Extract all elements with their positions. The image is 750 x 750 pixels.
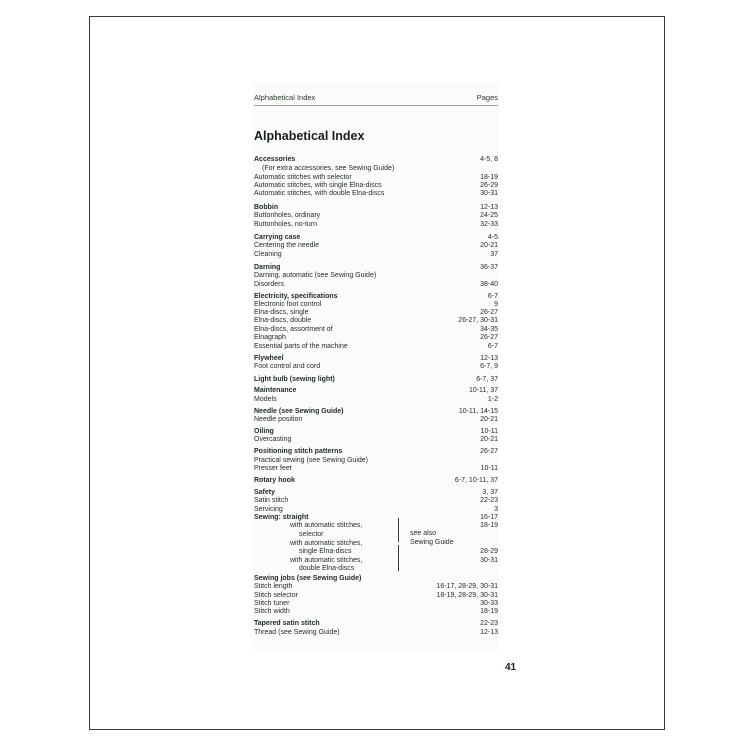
index-entry-term: Buttonholes, ordinary — [254, 212, 321, 219]
index-entry-term: selector — [299, 531, 324, 538]
index-entry-term: Maintenance — [254, 387, 297, 394]
index-entry — [254, 582, 498, 591]
index-entry-term: Stitch tuner — [254, 600, 290, 607]
index-entry-term: Sewing: straight — [254, 514, 309, 521]
index-entry-term: Rotary hook — [254, 477, 295, 484]
index-entry-term: Servicing — [254, 506, 283, 513]
index-entry-pages: 26-29 — [480, 182, 498, 189]
index-entry — [254, 211, 498, 220]
index-entry — [254, 241, 498, 250]
index-entry — [254, 155, 498, 164]
index-entry — [254, 464, 498, 473]
index-entry-term: Stitch length — [254, 583, 293, 590]
index-entry-term: Automatic stitches, with single Elna-discs — [254, 182, 382, 189]
index-entry-pages: 26-27 — [480, 448, 498, 455]
index-entry-term: Elna-discs, single — [254, 309, 309, 316]
index-entry-term: Automatic stitches with selector — [254, 174, 352, 181]
see-also-note — [410, 529, 490, 547]
index-entry-pages: 30-33 — [480, 600, 498, 607]
index-entry-pages: 22-23 — [480, 620, 498, 627]
index-entry — [254, 362, 498, 371]
index-entry-term: Stitch width — [254, 608, 290, 615]
index-entry-pages: 3 — [494, 506, 498, 513]
index-entry-term: Sewing jobs (see Sewing Guide) — [254, 575, 362, 582]
index-entry-term: Practical sewing (see Sewing Guide) — [254, 457, 368, 464]
see-also-line: see also — [410, 530, 437, 537]
index-entry-pages: 16-17, 28-29, 30-31 — [436, 583, 498, 590]
index-entry-term: Accessories — [254, 156, 296, 163]
index-entry-pages: 9 — [494, 301, 498, 308]
index-entry-pages: 10-11, 37 — [468, 387, 498, 394]
running-header-pages: Pages — [476, 93, 498, 102]
index-entry — [254, 342, 498, 351]
index-entry-term: Automatic stitches, with double Elna-discs — [254, 190, 385, 197]
index-entry-term: Centering the needle — [254, 242, 319, 249]
index-entry-term: Electricity, specifications — [254, 293, 338, 300]
index-entry-pages: 12-13 — [480, 204, 498, 211]
index-entry-term: Elna-discs, double — [254, 317, 312, 324]
index-entry-pages: 22-23 — [480, 497, 498, 504]
index-entry-term: Thread (see Sewing Guide) — [254, 629, 340, 636]
index-entry-term: with automatic stitches, — [290, 540, 363, 547]
index-entry-term: (For extra accessories, see Sewing Guide) — [262, 165, 395, 172]
index-entry-term: Darning — [254, 264, 281, 271]
index-entry — [254, 447, 498, 456]
index-entry-term: with automatic stitches, — [290, 557, 363, 564]
index-entry-pages: 6-7, 37 — [476, 376, 498, 383]
index-entry — [254, 435, 498, 444]
index-entry-pages: 26-27 — [480, 334, 498, 341]
index-entry-pages: 6-7, 10-11, 37 — [454, 477, 498, 484]
index-entry-term: Models — [254, 396, 277, 403]
index-entry-term: Needle position — [254, 416, 303, 423]
index-entry-pages: 18-19 — [480, 522, 498, 529]
index-entry-term: Positioning stitch patterns — [254, 448, 343, 455]
index-entry-pages: 20-21 — [480, 416, 498, 423]
index-entry-pages: 30-31 — [480, 557, 498, 564]
index-entry-pages: 12-13 — [480, 355, 498, 362]
index-entry-term: Darning, automatic (see Sewing Guide) — [254, 272, 377, 279]
index-entry-pages: 37 — [490, 251, 498, 258]
index-entry-term: with automatic stitches, — [290, 522, 363, 529]
index-entry-pages: 10-11, 14-15 — [458, 408, 498, 415]
index-entry-term: Disorders — [254, 281, 284, 288]
index-entry-term: Tapered satin stitch — [254, 620, 320, 627]
see-also-bracket — [398, 518, 399, 542]
index-entry — [254, 547, 498, 556]
index-entry-term: Elnagraph — [254, 334, 286, 341]
index-entry-pages: 18-19 — [480, 608, 498, 615]
index-entry — [254, 250, 498, 259]
index-entry-pages: 26-27, 30-31 — [458, 317, 498, 324]
index-entry — [254, 564, 498, 573]
index-entry-term: Elna-discs, assortment of — [254, 326, 333, 333]
index-entry — [254, 395, 498, 404]
index-entry-term: Safety — [254, 489, 276, 496]
index-entry-term: single Elna-discs — [299, 548, 352, 555]
index-entry-pages: 26-27 — [480, 309, 498, 316]
index-entry — [254, 164, 498, 173]
index-entry-pages: 4-5 — [487, 234, 498, 241]
index-entry-pages: 20-21 — [480, 436, 498, 443]
index-entry — [254, 220, 498, 229]
index-entry-term: Bobbin — [254, 204, 279, 211]
index-entry — [254, 628, 498, 637]
index-entry — [254, 375, 498, 384]
see-also-bracket — [398, 545, 399, 571]
index-entry-pages: 18-19 — [480, 174, 498, 181]
index-entry-pages: 12-13 — [480, 629, 498, 636]
index-entry-pages: 38-40 — [480, 281, 498, 288]
index-entry-term: Flywheel — [254, 355, 284, 362]
index-entry-pages: 32-33 — [480, 221, 498, 228]
index-entry-pages: 6-7 — [487, 293, 498, 300]
index-entry-term: Stitch selector — [254, 592, 298, 599]
index-entry-pages: 10-11 — [480, 465, 498, 472]
index-entry-pages: 16-17 — [480, 514, 498, 521]
index-entry-pages: 24-25 — [480, 212, 498, 219]
index-entry-term: Light bulb (sewing light) — [254, 376, 335, 383]
index-entry — [254, 607, 498, 616]
index-entry-pages: 34-35 — [480, 326, 498, 333]
index-entry-pages: 3, 37 — [482, 489, 498, 496]
index-entry-pages: 36-37 — [480, 264, 498, 271]
index-entry-term: double Elna-discs — [299, 565, 355, 572]
index-entry-term: Satin stitch — [254, 497, 289, 504]
index-entry — [254, 415, 498, 424]
see-also-line: Sewing Guide — [410, 539, 454, 546]
index-entry-pages: 6-7 — [487, 343, 498, 350]
index-entry-term: Needle (see Sewing Guide) — [254, 408, 344, 415]
running-header-title: Alphabetical Index — [254, 93, 316, 102]
index-entry-pages: 1-2 — [487, 396, 498, 403]
index-entry — [254, 316, 498, 325]
index-entry-pages: 10-11 — [480, 428, 498, 435]
index-entry — [254, 619, 498, 628]
index-entry-pages: 4-5, 8 — [480, 156, 498, 163]
index-entry-term: Oiling — [254, 428, 274, 435]
index-entry-term: Buttonholes, no-turn — [254, 221, 318, 228]
page-title: Alphabetical Index — [254, 129, 365, 143]
index-entry — [254, 189, 498, 198]
index-entry-term: Foot control and cord — [254, 363, 321, 370]
index-entry-term: Essential parts of the machine — [254, 343, 348, 350]
header-rule — [254, 105, 498, 106]
index-entry — [254, 333, 498, 342]
index-entry-pages: 30-31 — [480, 190, 498, 197]
index-entry-term: Presser feet — [254, 465, 292, 472]
index-entry-term: Cleaning — [254, 251, 282, 258]
index-entry — [254, 386, 498, 395]
index-entry-pages: 6-7, 9 — [480, 363, 498, 370]
index-entry — [254, 271, 498, 280]
index-entry-term: Electronic foot control — [254, 301, 322, 308]
page-number: 41 — [505, 662, 517, 673]
index-entry — [254, 476, 498, 485]
running-header — [254, 93, 498, 102]
index-entry-pages: 28-29 — [480, 548, 498, 555]
index-entry-pages: 18-19, 28-29, 30-31 — [436, 592, 498, 599]
index-entry-pages: 20-21 — [480, 242, 498, 249]
index-entry — [254, 496, 498, 505]
index-entry-term: Carrying case — [254, 234, 301, 241]
index-entry — [254, 280, 498, 289]
index-entry-term: Overcasting — [254, 436, 292, 443]
